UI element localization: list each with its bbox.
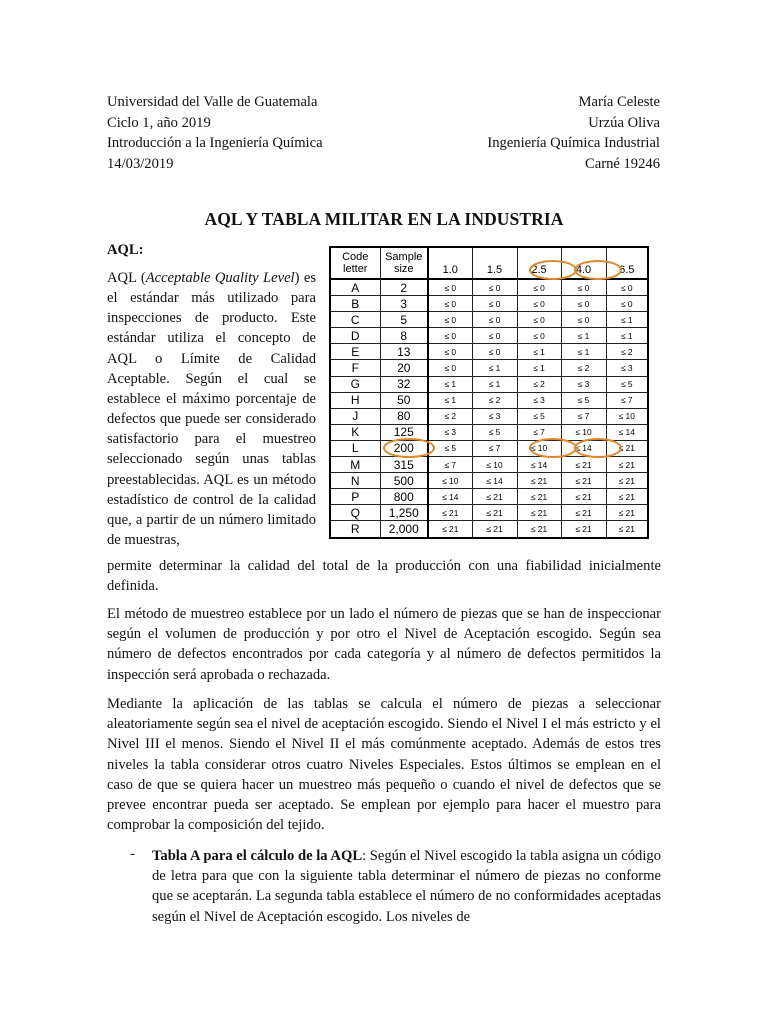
acceptance-cell: ≤ 0: [428, 360, 472, 376]
author-id: Carné 19246: [585, 155, 660, 172]
acceptance-cell: ≤ 21: [517, 521, 561, 538]
table-row: [330, 489, 648, 505]
acceptance-cell: ≤ 3: [606, 360, 648, 376]
acceptance-cell: ≤ 7: [606, 392, 648, 408]
acceptance-cell: ≤ 21: [517, 505, 561, 521]
acceptance-cell: ≤ 21: [561, 505, 606, 521]
table-row: [330, 505, 648, 521]
code-letter-cell: K: [330, 424, 380, 440]
acceptance-cell: ≤ 21: [472, 489, 517, 505]
acceptance-cell: ≤ 0: [606, 296, 648, 312]
bullet-table-a: [152, 846, 661, 927]
aql-table: [329, 246, 649, 539]
sample-size-cell: 80: [380, 408, 428, 424]
acceptance-cell: ≤ 0: [472, 344, 517, 360]
acceptance-cell: ≤ 5: [606, 376, 648, 392]
acceptance-cell: ≤ 2: [517, 376, 561, 392]
acceptance-cell: ≤ 5: [472, 424, 517, 440]
bullet-text: : Según el Nivel escogido la tabla asigna un código de letra para que con la siguiente tabla determinar el número de piezas no conforme que se aceptarán. La segunda tabla establece el número de no conformidades aceptadas según el Nivel de Aceptación escogido. Los niveles de: [152, 848, 661, 925]
document-title: AQL Y TABLA MILITAR EN LA INDUSTRIA: [204, 209, 564, 229]
acceptance-cell: ≤ 10: [606, 408, 648, 424]
acceptance-cell: ≤ 21: [606, 505, 648, 521]
sample-size-cell: 315: [380, 457, 428, 473]
acceptance-cell: ≤ 7: [428, 457, 472, 473]
bullet-bold-lead: Tabla A para el cálculo de la AQL: [152, 848, 363, 864]
acceptance-cell: ≤ 21: [517, 473, 561, 489]
acceptance-cell: ≤ 21: [606, 457, 648, 473]
table-header-row: [330, 247, 648, 279]
acceptance-cell: ≤ 14: [472, 473, 517, 489]
acceptance-cell: ≤ 10: [428, 473, 472, 489]
sample-size-cell: 32: [380, 376, 428, 392]
sample-size-cell: 5: [380, 312, 428, 328]
acceptance-cell: ≤ 14: [606, 424, 648, 440]
code-letter-header: Code letter: [330, 247, 380, 279]
bullet-dash: -: [130, 846, 135, 862]
acceptance-cell: ≤ 21: [606, 473, 648, 489]
acceptance-cell: ≤ 0: [472, 279, 517, 296]
table-row: [330, 360, 648, 376]
acceptance-cell: ≤ 10: [561, 424, 606, 440]
acceptance-cell: ≤ 0: [428, 344, 472, 360]
table-row: [330, 328, 648, 344]
code-letter-cell: M: [330, 457, 380, 473]
code-letter-cell: Q: [330, 505, 380, 521]
acceptance-cell: ≤ 3: [561, 376, 606, 392]
intro-tail: permite determinar la calidad del total de la producción con una fiabilidad inicialmente definida.: [107, 558, 661, 595]
acceptance-cell: ≤ 1: [517, 360, 561, 376]
code-letter-cell: D: [330, 328, 380, 344]
acceptance-cell: ≤ 0: [428, 328, 472, 344]
acceptance-cell: ≤ 10: [472, 457, 517, 473]
acceptance-cell: ≤ 21: [606, 521, 648, 538]
acceptance-cell: ≤ 21: [561, 521, 606, 538]
acceptance-cell: ≤ 5: [428, 440, 472, 456]
table-row: [330, 279, 648, 296]
sample-size-cell: 3: [380, 296, 428, 312]
code-letter-cell: A: [330, 279, 380, 296]
acceptance-cell: ≤ 2: [561, 360, 606, 376]
table-row: [330, 424, 648, 440]
intro-paragraph: [107, 268, 316, 550]
acceptance-cell: ≤ 14: [561, 440, 606, 456]
acceptance-cell: ≤ 0: [428, 312, 472, 328]
acceptance-cell: ≤ 5: [517, 408, 561, 424]
acceptance-cell: ≤ 21: [428, 521, 472, 538]
sample-size-header: Sample size: [380, 247, 428, 279]
paragraph-sampling-method: El método de muestreo establece por un lado el número de piezas que se han de inspeccionar según el volumen de producción y por otro el Nivel de Aceptación escogido. Según sea número de defectos encontrados por cada categoría y al número de defectos permitidos la inspección será aprobada o rechazada.: [107, 606, 661, 683]
university-name: Universidad del Valle de Guatemala: [107, 94, 318, 110]
acceptance-cell: ≤ 1: [428, 376, 472, 392]
acceptance-cell: ≤ 1: [428, 392, 472, 408]
acceptance-cell: ≤ 1: [517, 344, 561, 360]
acceptance-cell: ≤ 3: [472, 408, 517, 424]
intro-italic-term: Acceptable Quality Level: [145, 270, 295, 286]
intro-after: ) es el estándar más utilizado para inspecciones de producto. Este estándar utiliza el concepto de AQL o Límite de Calidad Aceptable. Según el cual se establece el máximo porcentaje de defectos que puede ser considerado satisfactorio para el muestreo seleccionado según unas tablas preestablecidas. AQL es un método estadístico de control de la calidad que, a partir de un número limitado de muestras,: [107, 270, 317, 549]
code-letter-cell: R: [330, 521, 380, 538]
acceptance-cell: ≤ 7: [517, 424, 561, 440]
section-heading: AQL:: [107, 242, 144, 258]
level-header: 6.5: [606, 247, 648, 279]
code-letter-cell: E: [330, 344, 380, 360]
author-last-name: Urzúa Oliva: [588, 114, 660, 131]
code-letter-cell: P: [330, 489, 380, 505]
table-row: [330, 376, 648, 392]
sample-size-cell: 200: [380, 440, 428, 456]
acceptance-cell: ≤ 1: [606, 312, 648, 328]
acceptance-cell: ≤ 21: [472, 521, 517, 538]
acceptance-cell: ≤ 0: [517, 279, 561, 296]
acceptance-cell: ≤ 0: [517, 296, 561, 312]
acceptance-cell: ≤ 21: [561, 473, 606, 489]
acceptance-cell: ≤ 7: [561, 408, 606, 424]
table-row: [330, 457, 648, 473]
code-letter-cell: L: [330, 440, 380, 456]
sample-size-cell: 20: [380, 360, 428, 376]
acceptance-cell: ≤ 0: [561, 312, 606, 328]
code-letter-cell: N: [330, 473, 380, 489]
acceptance-cell: ≤ 14: [517, 457, 561, 473]
sample-size-cell: 800: [380, 489, 428, 505]
acceptance-cell: ≤ 0: [561, 279, 606, 296]
acceptance-cell: ≤ 0: [472, 328, 517, 344]
header-left: [107, 92, 323, 174]
acceptance-cell: ≤ 21: [606, 489, 648, 505]
acceptance-cell: ≤ 1: [606, 328, 648, 344]
sample-size-cell: 125: [380, 424, 428, 440]
sample-size-cell: 1,250: [380, 505, 428, 521]
aql-table-container: [329, 246, 649, 539]
table-row: [330, 408, 648, 424]
sample-size-cell: 2: [380, 279, 428, 296]
acceptance-cell: ≤ 14: [428, 489, 472, 505]
level-header: 2.5: [517, 247, 561, 279]
table-row: [330, 440, 648, 456]
acceptance-cell: ≤ 7: [472, 440, 517, 456]
author-first-name: María Celeste: [578, 94, 660, 110]
document-date: 14/03/2019: [107, 155, 174, 172]
code-letter-cell: J: [330, 408, 380, 424]
sample-size-cell: 8: [380, 328, 428, 344]
acceptance-cell: ≤ 0: [472, 296, 517, 312]
code-letter-cell: H: [330, 392, 380, 408]
acceptance-cell: ≤ 0: [472, 312, 517, 328]
acceptance-cell: ≤ 1: [472, 360, 517, 376]
acceptance-cell: ≤ 0: [428, 296, 472, 312]
sample-size-cell: 50: [380, 392, 428, 408]
acceptance-cell: ≤ 21: [561, 457, 606, 473]
acceptance-cell: ≤ 3: [517, 392, 561, 408]
level-header: 1.5: [472, 247, 517, 279]
sample-size-cell: 2,000: [380, 521, 428, 538]
course-name: Introducción a la Ingeniería Química: [107, 135, 323, 152]
acceptance-cell: ≤ 1: [561, 328, 606, 344]
table-row: [330, 521, 648, 538]
table-row: [330, 312, 648, 328]
sample-size-cell: 13: [380, 344, 428, 360]
intro-before: AQL (: [107, 270, 146, 286]
acceptance-cell: ≤ 0: [428, 279, 472, 296]
table-row: [330, 392, 648, 408]
acceptance-cell: ≤ 2: [606, 344, 648, 360]
code-letter-cell: G: [330, 376, 380, 392]
header-right: [487, 92, 660, 174]
code-letter-cell: C: [330, 312, 380, 328]
acceptance-cell: ≤ 21: [472, 505, 517, 521]
acceptance-cell: ≤ 2: [472, 392, 517, 408]
acceptance-cell: ≤ 3: [428, 424, 472, 440]
sample-size-cell: 500: [380, 473, 428, 489]
acceptance-cell: ≤ 21: [517, 489, 561, 505]
acceptance-cell: ≤ 1: [561, 344, 606, 360]
table-row: [330, 344, 648, 360]
cycle-year: Ciclo 1, año 2019: [107, 114, 211, 131]
acceptance-cell: ≤ 21: [561, 489, 606, 505]
acceptance-cell: ≤ 0: [606, 279, 648, 296]
code-letter-cell: B: [330, 296, 380, 312]
paragraph-table-application: Mediante la aplicación de las tablas se calcula el número de piezas a seleccionar aleatoriamente según sea el nivel de aceptación escogido. Siendo el Nivel I el más estricto y el Nivel III el menos. Siendo el Nivel II el más comúnmente aceptado. Además de estos tres niveles la tabla considerar otros cuatro Niveles Especiales. Estos últimos se emplean en el caso de que se quiera hacer un muestreo más pequeño o cuando el nivel de defectos que se prevee encontrar pueda ser aceptado. Se emplean por ejemplo para hacer el muestro para comprobar la composición del tejido.: [107, 696, 661, 834]
acceptance-cell: ≤ 10: [517, 440, 561, 456]
acceptance-cell: ≤ 0: [517, 328, 561, 344]
acceptance-cell: ≤ 0: [561, 296, 606, 312]
acceptance-cell: ≤ 2: [428, 408, 472, 424]
level-header: 1.0: [428, 247, 472, 279]
acceptance-cell: ≤ 21: [606, 440, 648, 456]
author-program: Ingeniería Química Industrial: [487, 135, 660, 152]
acceptance-cell: ≤ 21: [428, 505, 472, 521]
level-header: 4.0: [561, 247, 606, 279]
acceptance-cell: ≤ 5: [561, 392, 606, 408]
code-letter-cell: F: [330, 360, 380, 376]
table-row: [330, 473, 648, 489]
acceptance-cell: ≤ 1: [472, 376, 517, 392]
table-row: [330, 296, 648, 312]
acceptance-cell: ≤ 0: [517, 312, 561, 328]
